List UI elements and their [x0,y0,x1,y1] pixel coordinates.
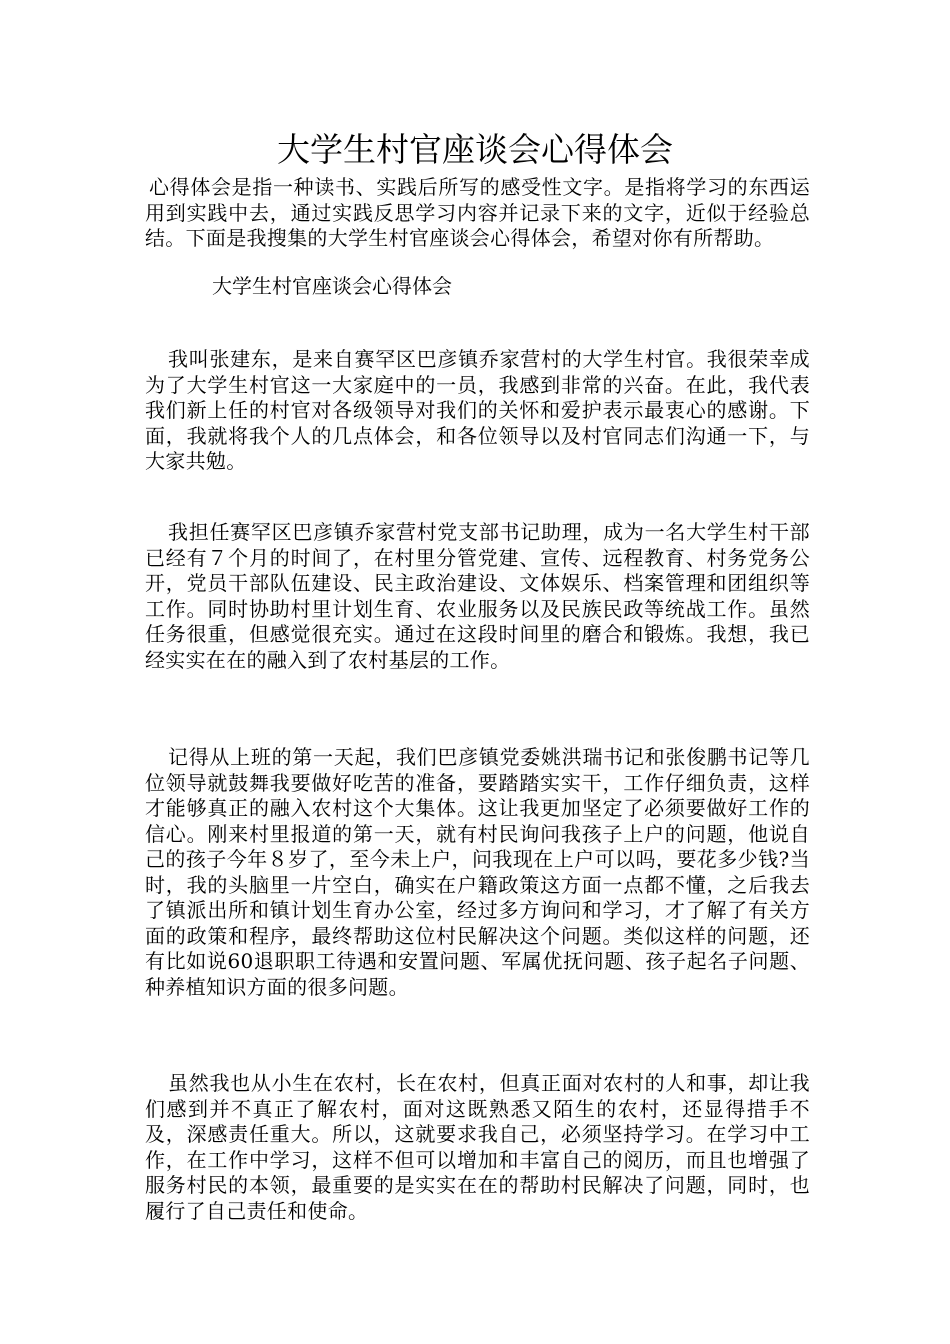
body-paragraph: 虽然我也从小生在农村，长在农村，但真正面对农村的人和事，却让我们感到并不真正了解农村，面对这既熟悉又陌生的农村，还显得措手不及，深感责任重大。所以，这就要求我自己，必须坚持学习。在学习中工作，在工作中学习，这样不但可以增加和丰富自己的阅历，而且也增强了服务村民的本领，最重要的是实实在在的帮助村民解决了问题，同时，也履行了自己责任和使命。 [145,1071,810,1223]
body-paragraph: 记得从上班的第一天起，我们巴彦镇党委姚洪瑞书记和张俊鹏书记等几位领导就鼓舞我要做好吃苦的准备，要踏踏实实干，工作仔细负责，这样才能够真正的融入农村这个大集体。这让我更加坚定了必须要做好工作的信心。刚来村里报道的第一天，就有村民询问我孩子上户的问题，他说自己的孩子今年８岁了，至今未上户，问我现在上户可以吗，要花多少钱?当时，我的头脑里一片空白，确实在户籍政策这方面一点都不懂，之后我去了镇派出所和镇计划生育办公室，经过多方询问和学习，才了解了有关方面的政策和程序，最终帮助这位村民解决这个问题。类似这样的问题，还有比如说60退职职工待遇和安置问题、军属优抚问题、孩子起名子问题、种养植知识方面的很多问题。 [145,745,810,999]
intro-paragraph: 心得体会是指一种读书、实践后所写的感受性文字。是指将学习的东西运用到实践中去，通过实践反思学习内容并记录下来的文字，近似于经验总结。下面是我搜集的大学生村官座谈会心得体会，希望对你有所帮助。 [145,175,810,250]
document-subtitle: 大学生村官座谈会心得体会 [212,274,452,298]
document-title: 大学生村官座谈会心得体会 [277,130,673,169]
body-paragraph: 我叫张建东，是来自赛罕区巴彦镇乔家营村的大学生村官。我很荣幸成为了大学生村官这一大家庭中的一员，我感到非常的兴奋。在此，我代表我们新上任的村官对各级领导对我们的关怀和爱护表示最衷心的感谢。下面，我就将我个人的几点体会，和各位领导以及村官同志们沟通一下，与大家共勉。 [145,347,810,473]
body-paragraph: 我担任赛罕区巴彦镇乔家营村党支部书记助理，成为一名大学生村干部已经有７个月的时间了，在村里分管党建、宣传、远程教育、村务党务公开，党员干部队伍建设、民主政治建设、文体娱乐、档案管理和团组织等工作。同时协助村里计划生育、农业服务以及民族民政等统战工作。虽然任务很重，但感觉很充实。通过在这段时间里的磨合和锻炼。我想，我已经实实在在的融入到了农村基层的工作。 [145,520,810,672]
